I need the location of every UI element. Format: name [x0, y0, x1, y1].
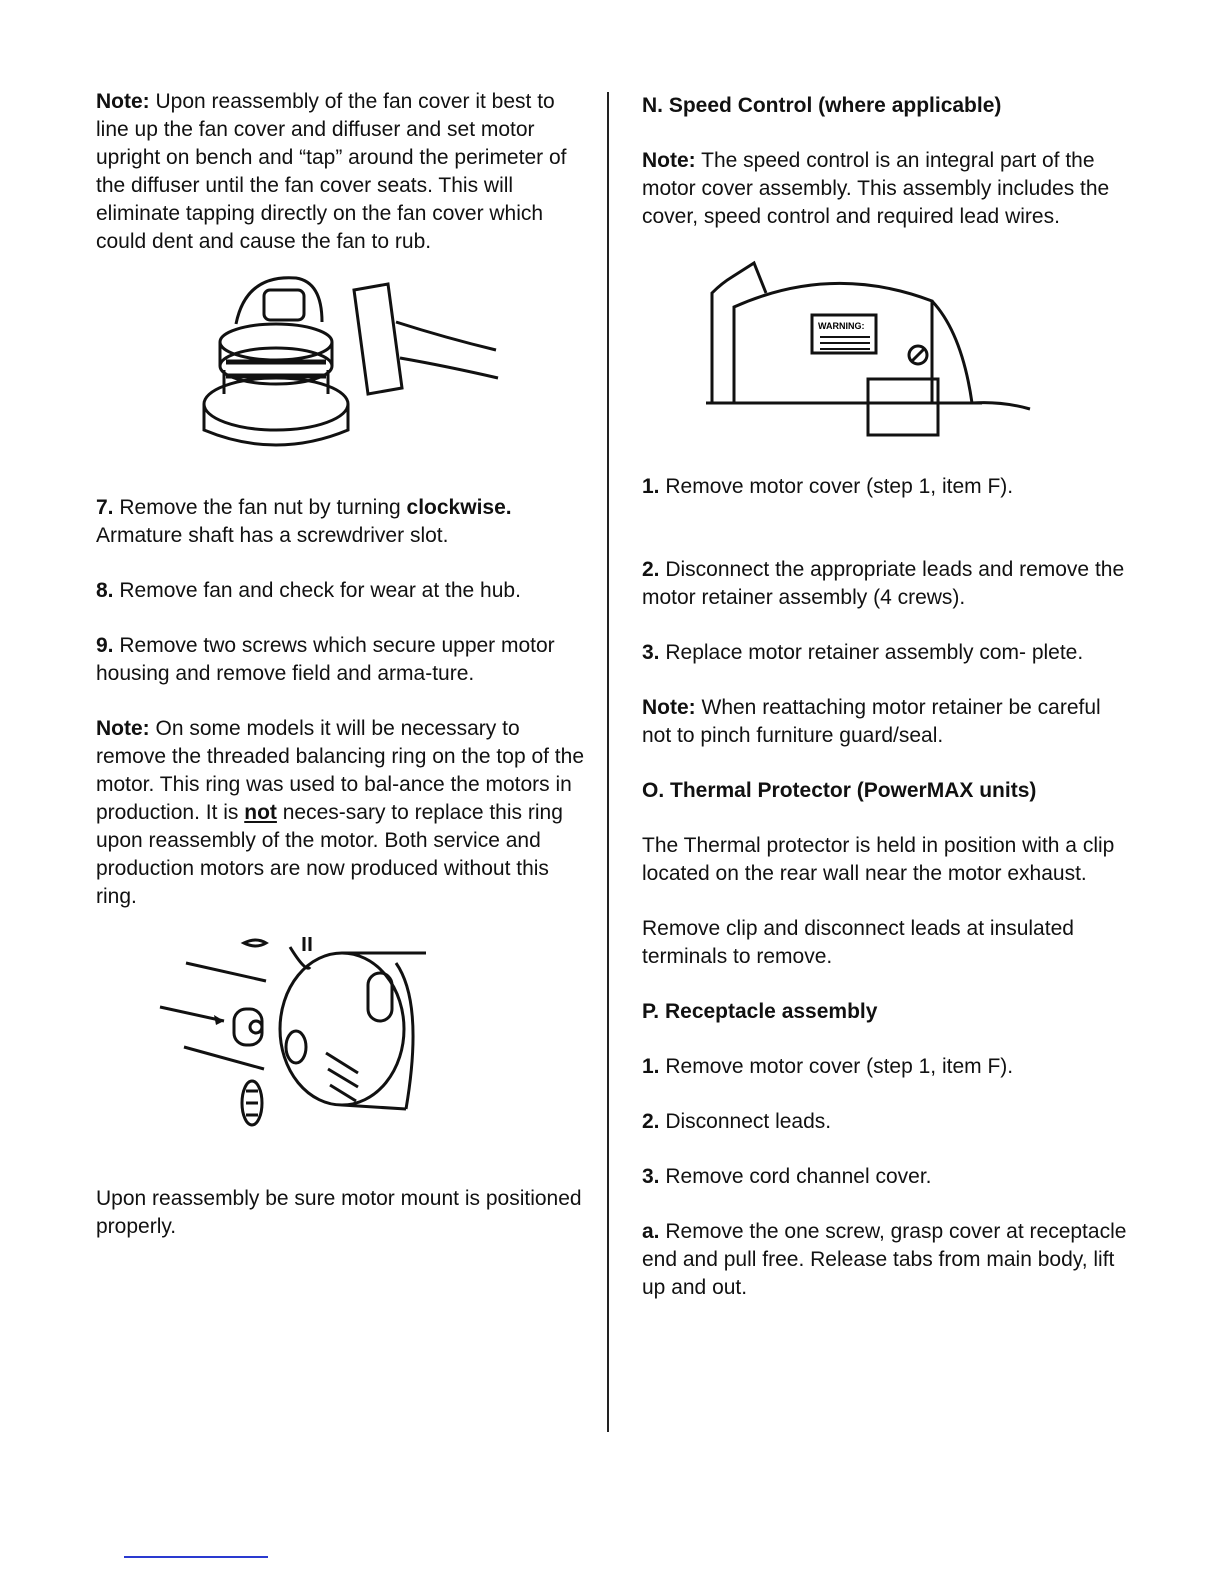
motor-cover-speed-control-illustration	[642, 253, 1132, 449]
step-number: 7.	[96, 496, 114, 519]
note-label: Note:	[642, 149, 696, 172]
step-text: Armature shaft has a screwdriver slot.	[96, 524, 449, 547]
step-number: 2.	[642, 558, 660, 581]
section-o-heading: O. Thermal Protector (PowerMAX units)	[642, 779, 1037, 802]
step-text: Disconnect the appropriate leads and remove the motor retainer assembly (4 crews).	[642, 558, 1125, 609]
section-n-heading: N. Speed Control (where applicable)	[642, 94, 1002, 117]
step-number: 3.	[642, 641, 660, 664]
note-label: Note:	[96, 90, 150, 113]
section-p-heading: P. Receptacle assembly	[642, 1000, 878, 1023]
step-9	[96, 632, 586, 688]
step-text: Remove fan and check for wear at the hub.	[113, 579, 521, 602]
step-text: Remove cord channel cover.	[659, 1165, 932, 1188]
step-number: 1.	[642, 1055, 660, 1078]
note-retainer	[642, 694, 1132, 750]
step-n1	[642, 473, 1132, 501]
step-text: Remove motor cover (step 1, item F).	[659, 475, 1014, 498]
step-8	[96, 577, 586, 605]
note-text: Upon reassembly of the fan cover it best to line up the fan cover and diffuser and set motor upright on bench and “tap” around the perimeter of the diffuser until the fan cover seats. This will eliminate tapping directly on the fan cover which could dent and cause the fan to rub.	[96, 90, 567, 253]
warning-label: WARNING:	[818, 321, 865, 331]
note-fan-cover	[96, 88, 586, 256]
step-number: 1.	[642, 475, 660, 498]
step-n2	[642, 556, 1132, 612]
step-p2	[642, 1108, 1132, 1136]
step-emphasis: clockwise.	[406, 496, 512, 519]
note-label: Note:	[96, 717, 150, 740]
step-text: Remove the fan nut by turning	[113, 496, 407, 519]
step-number: 9.	[96, 634, 114, 657]
step-text: Remove motor cover (step 1, item F).	[659, 1055, 1014, 1078]
column-divider	[607, 92, 609, 1432]
step-text: Replace motor retainer assembly com- plete.	[659, 641, 1084, 664]
note-speed-control	[642, 147, 1132, 231]
thermal-protector-removal: Remove clip and disconnect leads at insulated terminals to remove.	[642, 917, 1074, 968]
step-text: Disconnect leads.	[659, 1110, 832, 1133]
reassembly-note: Upon reassembly be sure motor mount is positioned properly.	[96, 1187, 582, 1238]
step-number: 3.	[642, 1165, 660, 1188]
step-n3	[642, 639, 1132, 667]
note-text: The speed control is an integral part of the motor cover assembly. This assembly includes the cover, speed control and required lead wires.	[642, 149, 1110, 228]
note-balancing-ring	[96, 715, 586, 911]
note-label: Note:	[642, 696, 696, 719]
step-p1	[642, 1053, 1132, 1081]
note-text: neces-sary to replace this ring upon reassembly of the motor. Both service and production motors are now produced without this ring.	[96, 801, 563, 908]
thermal-protector-text: The Thermal protector is held in position with a clip located on the rear wall near the motor exhaust.	[642, 834, 1115, 885]
note-text: On some models it will be necessary to remove the threaded balancing ring on the top of the motor. This ring was used to bal-ance the motors in production. It is	[96, 717, 585, 824]
step-pa	[642, 1218, 1132, 1302]
note-text: When reattaching motor retainer be careful not to pinch furniture guard/seal.	[642, 696, 1101, 747]
fan-cover-tapping-illustration	[96, 262, 586, 474]
step-number: 8.	[96, 579, 114, 602]
left-column	[96, 88, 586, 1241]
step-text: Remove two screws which secure upper motor housing and remove field and arma-ture.	[96, 634, 555, 685]
step-text: Remove the one screw, grasp cover at receptacle end and pull free. Release tabs from main body, lift up and out.	[642, 1220, 1127, 1299]
step-number: a.	[642, 1220, 660, 1243]
step-p3	[642, 1163, 1132, 1191]
footer-rule	[124, 1556, 268, 1558]
note-emphasis: not	[244, 801, 277, 824]
right-column	[642, 88, 1132, 1302]
step-number: 2.	[642, 1110, 660, 1133]
step-7	[96, 494, 586, 550]
motor-mount-exploded-illustration	[96, 923, 586, 1153]
